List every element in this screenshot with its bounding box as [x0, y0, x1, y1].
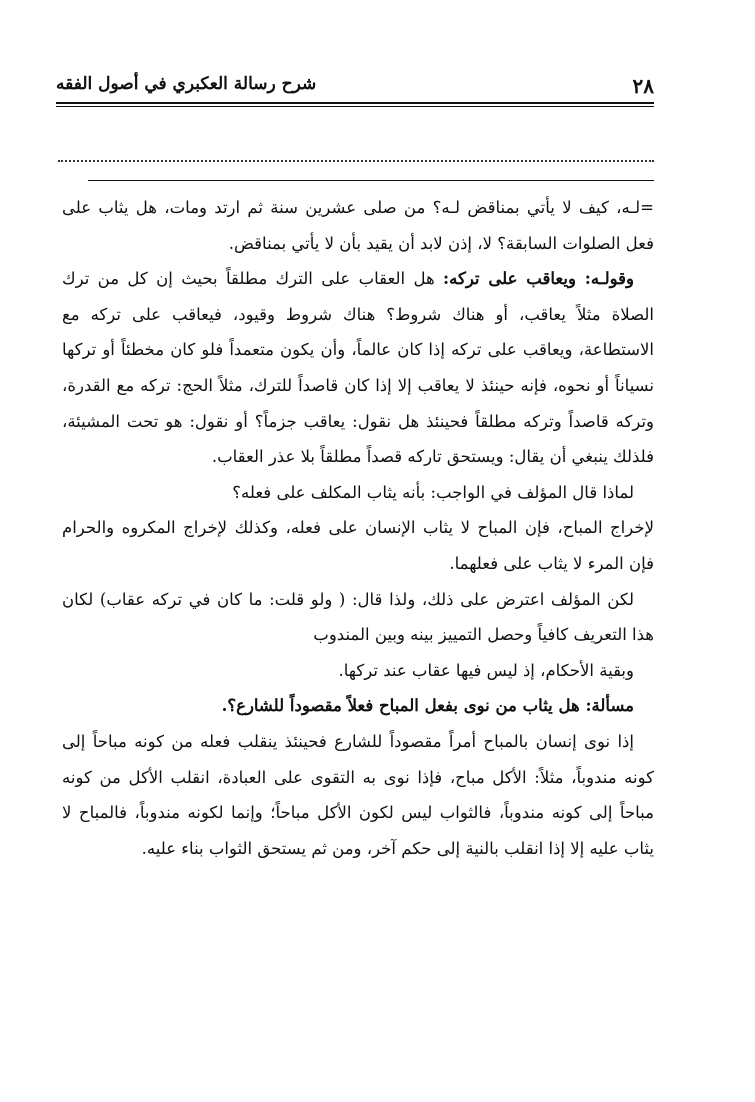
paragraph-text: هل العقاب على الترك مطلقاً بحيث إن كل من ترك الصلاة مثلاً يعاقب، أو هناك شروط؟ هناك شروط وقيود، فيعاقب على تركه مع الاستطاعة، ويعاقب على تركه إذا كان عالماً، وأن يكون متعمداً فلو كان مخطئاً أو تركها نسياناً أو نحوه، فإنه حينئذ لا يعاقب إلا إذا كان قاصداً للترك، مثلاً الحج: تركه مع القدرة، وتركه قاصداً وتركه مطلقاً فحينئذ هل نقول: يعاقب جزماً؟ أو نقول: هو تحت المشيئة، فلذلك ينبغي أن يقال: ويستحق تاركه قصداً مطلقاً بلا عذر العقاب. — [62, 269, 654, 467]
running-title: شرح رسالة العكبري في أصول الفقه — [56, 74, 317, 94]
paragraph-question: لماذا قال المؤلف في الواجب: بأنه يثاب المكلف على فعله؟ — [232, 482, 634, 502]
header-rule-thick — [56, 102, 654, 104]
paragraph-continuation: =لـه، كيف لا يأتي بمناقض لـه؟ من صلى عشرين سنة ثم ارتد ومات، هل يثاب على فعل الصلوات السابقة؟ لا، إذن لابد أن يقيد بأن لا يأتي بمناقض. — [62, 198, 654, 253]
header-rule-thin — [56, 106, 654, 107]
main-text — [62, 190, 654, 866]
paragraph-issue-answer: إذا نوى إنسان بالمباح أمراً مقصوداً للشارع فحينئذ ينقلب فعله من كونه مباحاً إلى كونه مندوباً، مثلاً: الأكل مباح، فإذا نوى به التقوى على العبادة، انقلب الأكل من كونه مباحاً إلى كونه مندوباً، فالثواب ليس لكون الأكل مباحاً؛ وإنما لكونه مندوباً، فالمباح لا يثاب عليه إلا إذا انقلب بالنية إلى حكم آخر، ومن ثم يستحق الثواب بناء عليه. — [62, 731, 654, 858]
issue-heading — [62, 688, 654, 724]
paragraph-punishment — [62, 261, 654, 475]
paragraph-answer: لإخراج المباح، فإن المباح لا يثاب الإنسان على فعله، وكذلك لإخراج المكروه والحرام فإن المرء لا يثاب على فعلهما. — [62, 518, 654, 573]
footnote-separator-rule — [88, 180, 654, 181]
paragraph-objection: لكن المؤلف اعترض على ذلك، ولذا قال: ( ولو قلت: ما كان في تركه عقاب) لكان هذا التعريف كافياً وحصل التمييز بينه وبين المندوب — [62, 589, 654, 645]
issue-heading-text: مسألة: هل يثاب من نوى بفعل المباح فعلاً مقصوداً للشارع؟. — [221, 696, 634, 716]
page-header — [56, 72, 654, 100]
paragraph-objection-end: وبقية الأحكام، إذ ليس فيها عقاب عند تركها. — [338, 660, 634, 680]
quoted-phrase: وقولـه: ويعاقب على تركه: — [443, 269, 634, 289]
footnote-continuation-dotted-line — [58, 160, 654, 162]
page-number: ٢٨ — [632, 74, 654, 98]
